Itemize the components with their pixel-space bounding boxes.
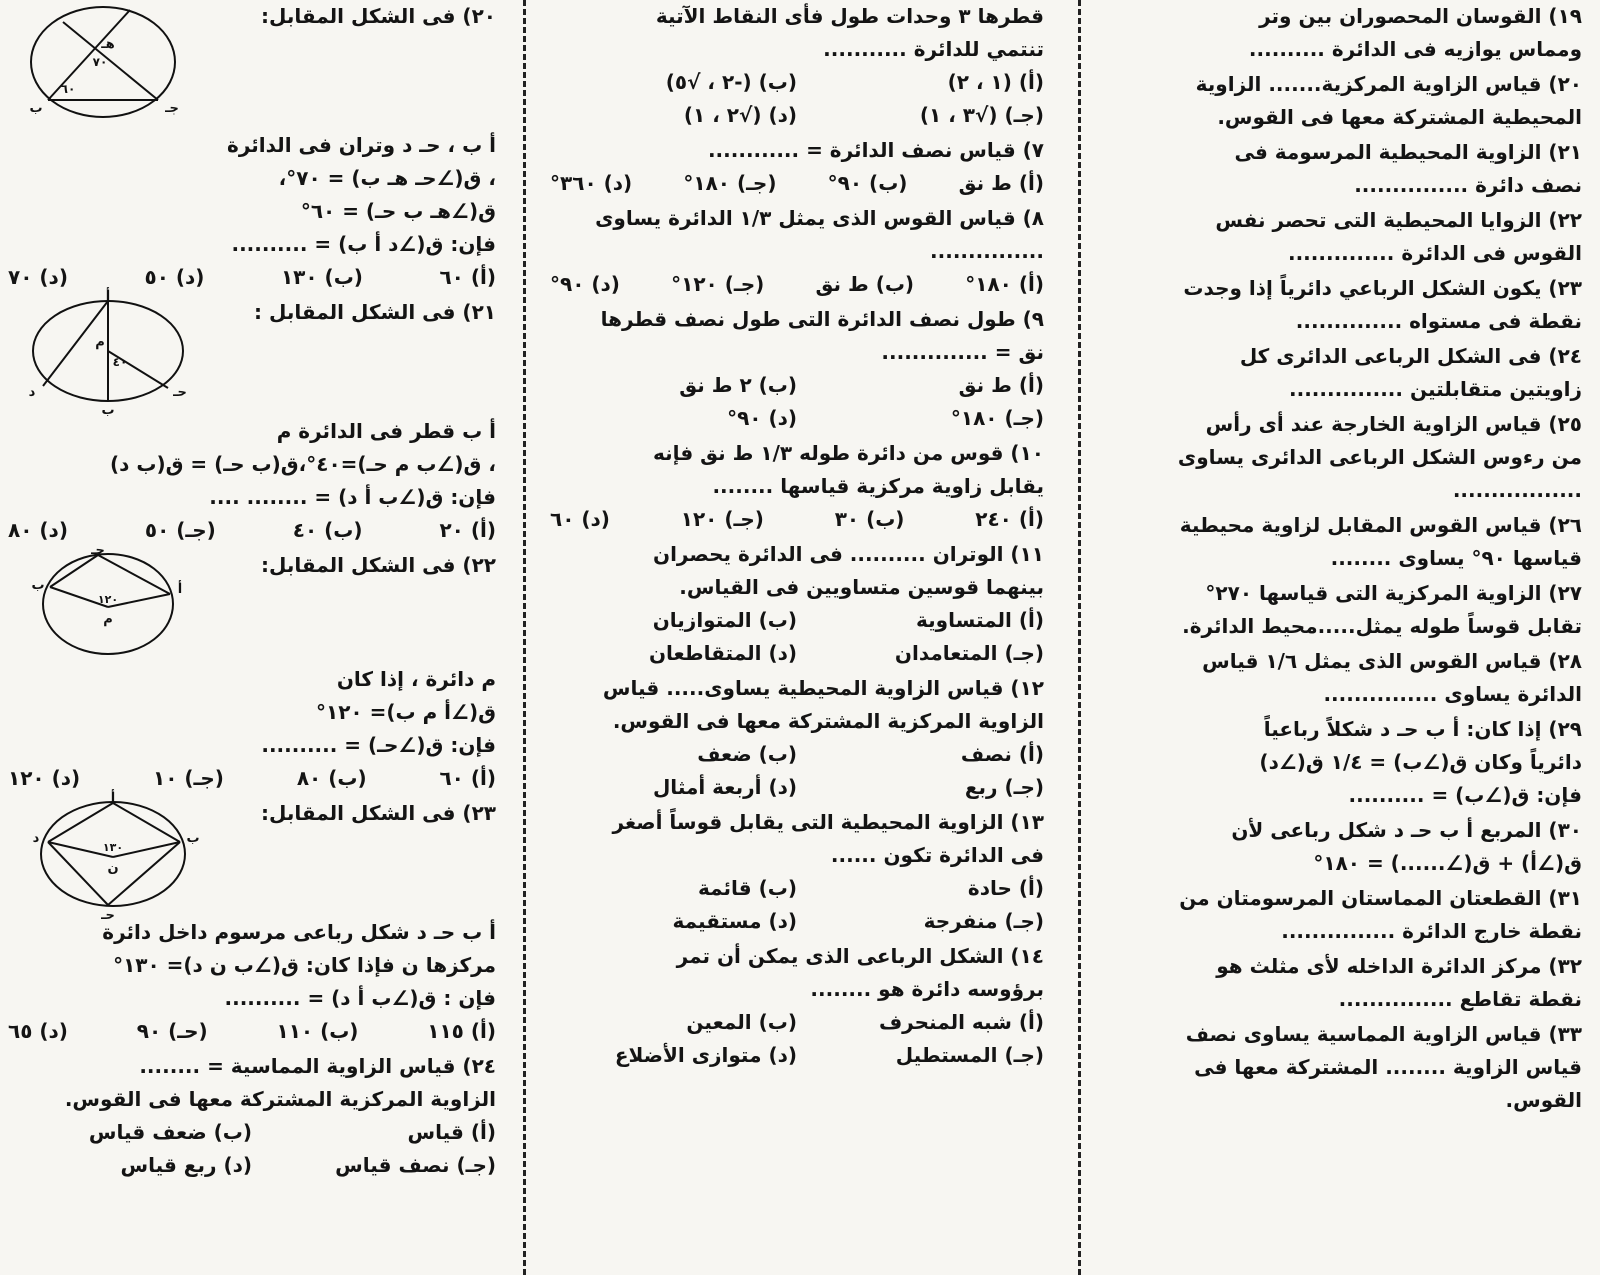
answer-option[interactable]: (ب) ٣٠ (834, 507, 905, 531)
question-line: ٢٢) الزوايا المحيطية التى تحصر نفس (1215, 208, 1582, 232)
question-line: ٣٢) مركز الدائرة الداخله لأى مثلث هو (1216, 954, 1582, 978)
svg-text:ب: ب (186, 831, 200, 846)
answer-option[interactable]: (د) ٨٠ (8, 518, 68, 542)
middle-column (540, 0, 1060, 1275)
question-line: ٧) قياس نصف الدائرة = ............ (707, 138, 1044, 162)
question-item (550, 538, 1044, 670)
question-item (550, 303, 1044, 435)
answer-option[interactable]: (د) ربع قياس (120, 1153, 252, 1177)
answer-option[interactable]: (ب) ٢ ط نق (679, 373, 797, 397)
question-line: ٣٠) المربع أ ب حـ د شكل رباعى لأن (1231, 818, 1582, 842)
question-line: الدائرة يساوى ............... (1323, 682, 1582, 706)
question-item (550, 202, 1044, 301)
question-line: زاويتين متقابلتين ............... (1289, 377, 1582, 401)
question-line: ٢٤) قياس الزاوية المماسية = ........ (139, 1054, 496, 1078)
svg-text:أ: أ (110, 791, 116, 806)
question-item (1102, 882, 1582, 948)
answer-option[interactable]: (جـ) ربع (964, 775, 1044, 799)
svg-text:م: م (103, 612, 113, 627)
column-divider-left (523, 0, 526, 1275)
figure-q22-svg (8, 543, 208, 659)
answer-option[interactable]: (أ) المتساوية (916, 608, 1044, 632)
question-item (550, 437, 1044, 536)
answer-option[interactable]: (جـ) منفرجة (923, 909, 1044, 933)
answer-option[interactable]: (جـ) (√٣ ، ١) (919, 103, 1044, 127)
figure-row (8, 543, 496, 663)
answer-option[interactable]: (جـ) ١٠ (153, 766, 224, 790)
answer-option[interactable]: (جـ) ١٢٠° (671, 272, 765, 296)
question-item (8, 289, 496, 547)
answer-options (8, 1015, 496, 1048)
column-divider-right (1078, 0, 1081, 1275)
svg-text:هـ: هـ (101, 37, 115, 52)
left-column (0, 0, 510, 1275)
answer-option[interactable]: (أ) ١٨٠° (965, 272, 1044, 296)
answer-options (550, 738, 1044, 804)
answer-option[interactable]: (جـ) ١٢٠ (680, 507, 764, 531)
question-item (1102, 136, 1582, 202)
question-line: ١٢) قياس الزاوية المحيطية يساوى..... قياس (602, 676, 1044, 700)
question-line: ٣١) القطعتان المماستان المرسومتان من (1179, 886, 1582, 910)
question-line: نقطة فى مستواه .............. (1295, 309, 1582, 333)
figure-q21-svg (8, 289, 208, 418)
question-line: القوس. (1505, 1088, 1582, 1112)
question-item (8, 791, 496, 1048)
answer-option[interactable]: (د) ١٢٠ (8, 766, 81, 790)
answer-options (550, 167, 1044, 200)
answer-option[interactable]: (أ) ٦٠ (439, 766, 496, 790)
answer-option[interactable]: (د) ٦٠ (550, 507, 610, 531)
question-item (1102, 272, 1582, 338)
question-line: ، ق(∠ب م حـ)=٤٠°،ق(ب حـ) = ق(ب د) (109, 452, 496, 476)
answer-option[interactable]: (د) متوازى الأضلاع (614, 1043, 797, 1067)
question-item (550, 940, 1044, 1072)
svg-text:ب: ب (31, 578, 45, 593)
answer-option[interactable]: (جـ) المستطيل (895, 1043, 1044, 1067)
answer-option[interactable]: (أ) ٦٠ (439, 265, 496, 289)
answer-option[interactable]: (أ) ٢٠ (439, 518, 496, 542)
question-line: ق(∠هـ ب حـ) = ٦٠° (300, 199, 496, 223)
answer-option[interactable]: (حـ) ٩٠ (136, 1019, 208, 1043)
answer-options (550, 369, 1044, 435)
svg-text:٧٠: ٧٠ (92, 55, 108, 69)
svg-text:ب: ب (29, 101, 43, 116)
figure-q22 (8, 543, 208, 663)
answer-option[interactable]: (أ) (١ ، ٢) (947, 70, 1044, 94)
question-line: ١١) الوتران .......... فى الدائرة يحصران (653, 542, 1044, 566)
question-item (1102, 950, 1582, 1016)
question-item (1102, 577, 1582, 643)
answer-option[interactable]: (أ) ط نق (958, 171, 1044, 195)
question-heading: ٢٢) فى الشكل المقابل: (260, 553, 496, 577)
question-line: دائرياً وكان ق(∠ب) = ١/٤ ق(∠د) (1259, 750, 1582, 774)
question-line: أ ب حـ د شكل رباعى مرسوم داخل دائرة (102, 920, 496, 944)
svg-text:حـ: حـ (101, 908, 115, 923)
question-item (8, 0, 496, 294)
question-line: فإن: ق(∠د أ ب) = .......... (231, 232, 496, 256)
answer-option[interactable]: (د) مستقيمة (672, 909, 797, 933)
question-line: ٢٠) قياس الزاوية المركزية....... الزاوية (1195, 72, 1582, 96)
answer-options (550, 604, 1044, 670)
question-line: قياس الزاوية ........ المشتركة معها فى (1194, 1055, 1582, 1079)
answer-option[interactable]: (ب) ١٣٠ (280, 265, 363, 289)
question-line: قطرها ٣ وحدات طول فأى النقاط الآتية (655, 4, 1044, 28)
answer-option[interactable]: (جـ) ٥٠ (144, 518, 216, 542)
answer-option[interactable]: (د) ٥٠ (144, 265, 205, 289)
question-line: ................. (1452, 478, 1582, 502)
question-item (1102, 1018, 1582, 1117)
question-line: ق(∠أ م ب)= ١٢٠° (316, 700, 496, 724)
question-item (1102, 814, 1582, 880)
answer-options (550, 503, 1044, 536)
question-item (550, 672, 1044, 804)
answer-option[interactable]: (أ) قياس (407, 1120, 496, 1144)
answer-option[interactable]: (أ) شبه المنحرف (878, 1010, 1044, 1034)
answer-option[interactable]: (ب) ضعف (697, 742, 797, 766)
answer-option[interactable]: (د) ٩٠° (550, 272, 620, 296)
question-line: نصف دائرة ............... (1354, 173, 1582, 197)
figure-q21 (8, 289, 208, 418)
answer-options (550, 872, 1044, 938)
question-item (8, 543, 496, 795)
question-line: ٢٤) فى الشكل الرباعى الدائرى كل (1239, 344, 1582, 368)
question-line: ٢٣) يكون الشكل الرباعي دائرياً إذا وجدت (1183, 276, 1582, 300)
answer-option[interactable]: (د) ٦٥ (8, 1019, 68, 1043)
svg-text:٤٠: ٤٠ (112, 355, 128, 369)
answer-option[interactable]: (ب) ط نق (815, 272, 915, 296)
question-item (1102, 645, 1582, 711)
svg-text:١٢٠: ١٢٠ (97, 593, 119, 606)
question-line: فإن : ق(∠ب أ د) = .......... (224, 986, 496, 1010)
question-line: ٢٩) إذا كان: أ ب حـ د شكلاً رباعياً (1263, 717, 1582, 741)
question-heading: ٢٣) فى الشكل المقابل: (260, 801, 496, 825)
question-line: ١٤) الشكل الرباعى الذى يمكن أن تمر (676, 944, 1044, 968)
question-line: ق(∠أ) + ق(∠......) = ١٨٠° (1313, 851, 1582, 875)
answer-option[interactable]: (د) ٣٦٠° (550, 171, 633, 195)
question-line: فى الدائرة تكون ...... (830, 843, 1044, 867)
svg-text:د: د (28, 385, 36, 400)
answer-option[interactable]: (أ) نصف (960, 742, 1044, 766)
answer-option[interactable]: (د) ٧٠ (8, 265, 68, 289)
question-line: ، ق(∠حـ هـ ب) = ٧٠°، (278, 166, 496, 190)
question-line: ٢١) الزاوية المحيطية المرسومة فى (1234, 140, 1582, 164)
answer-option[interactable]: (د) المتقاطعان (648, 641, 797, 665)
svg-text:حـ: حـ (173, 385, 187, 400)
question-line: ٩) طول نصف الدائرة التى طول نصف قطرها (600, 307, 1044, 331)
question-line: من رءوس الشكل الرباعى الدائرى يساوى (1177, 445, 1582, 469)
answer-option[interactable]: (ب) ٤٠ (292, 518, 363, 542)
figure-q23-svg (8, 791, 218, 923)
question-line: أ ب قطر فى الدائرة م (276, 419, 496, 443)
question-item (1102, 408, 1582, 507)
answer-option[interactable]: (ب) ضعف قياس (88, 1120, 252, 1144)
question-line: نقطة خارج الدائرة ............... (1281, 919, 1582, 943)
question-item (1102, 340, 1582, 406)
question-line: يقابل زاوية مركزية قياسها ........ (712, 474, 1044, 498)
question-line: الزاوية المركزية المشتركة معها فى القوس. (64, 1087, 496, 1111)
question-line: برؤوسه دائرة هو ........ (810, 977, 1044, 1001)
answer-option[interactable]: (ب) ٩٠° (827, 171, 908, 195)
question-line: الزاوية المركزية المشتركة معها فى القوس. (612, 709, 1044, 733)
question-line: ١٠) قوس من دائرة طوله ١/٣ ط نق فإنه (652, 441, 1044, 465)
question-line: مركزها ن فإذا كان: ق(∠ب ن د)= ١٣٠° (113, 953, 496, 977)
question-item (550, 806, 1044, 938)
answer-options (8, 514, 496, 547)
question-line: بينهما قوسين متساويين فى القياس. (679, 575, 1044, 599)
answer-option[interactable]: (د) ٩٠° (727, 406, 797, 430)
answer-option[interactable]: (أ) ٢٤٠ (975, 507, 1044, 531)
question-line: فإن: ق(∠ب أ د) = ........ .... (209, 485, 496, 509)
question-line: ٢٥) قياس الزاوية الخارجة عند أى رأس (1205, 412, 1582, 436)
question-item (1102, 0, 1582, 66)
svg-text:ن: ن (107, 861, 119, 876)
svg-text:م: م (95, 335, 105, 350)
answer-option[interactable]: (ب) قائمة (698, 876, 797, 900)
question-line: قياسها ٩٠° يساوى ........ (1330, 546, 1582, 570)
answer-option[interactable]: (ب) المعين (686, 1010, 797, 1034)
answer-option[interactable]: (جـ) ١٨٠° (683, 171, 777, 195)
answer-options (550, 268, 1044, 301)
answer-option[interactable]: (جـ) المتعامدان (894, 641, 1044, 665)
question-line: ٢٨) قياس القوس الذى يمثل ١/٦ قياس (1202, 649, 1582, 673)
svg-text:ب: ب (101, 403, 115, 418)
question-line: ١٩) القوسان المحصوران بين وتر (1259, 4, 1582, 28)
question-item (1102, 204, 1582, 270)
question-item (1102, 509, 1582, 575)
svg-text:أ: أ (177, 582, 183, 597)
svg-text:د: د (32, 831, 40, 846)
question-line: ٣٣) قياس الزاوية المماسية يساوى نصف (1185, 1022, 1582, 1046)
question-line: تقابل قوساً طوله يمثل.....محيط الدائرة. (1182, 614, 1582, 638)
answer-option[interactable]: (جـ) ١٨٠° (950, 406, 1044, 430)
question-line: ٨) قياس القوس الذى يمثل ١/٣ الدائرة يساوى (595, 206, 1044, 230)
answer-option[interactable]: (د) (√٢ ، ١) (683, 103, 797, 127)
svg-text:جـ: جـ (165, 101, 179, 116)
question-line: المحيطية المشتركة معها فى القوس. (1217, 105, 1582, 129)
right-column (1092, 0, 1600, 1275)
question-line: نقطة تقاطع ............... (1338, 987, 1582, 1011)
question-item (1102, 68, 1582, 134)
figure-q23 (8, 791, 218, 923)
question-item (1102, 713, 1582, 812)
question-heading: ٢١) فى الشكل المقابل : (254, 300, 496, 324)
svg-text:١٣٠: ١٣٠ (102, 841, 124, 854)
answer-option[interactable]: (أ) ط نق (958, 373, 1044, 397)
question-line: ومماس يوازيه فى الدائرة .......... (1248, 37, 1582, 61)
answer-options (550, 1006, 1044, 1072)
question-line: فإن: ق(∠حـ) = .......... (261, 733, 496, 757)
figure-q20 (8, 0, 198, 129)
figure-row (8, 289, 496, 418)
svg-text:أ: أ (105, 289, 111, 304)
answer-options (8, 762, 496, 795)
answer-option[interactable]: (أ) حادة (967, 876, 1044, 900)
figure-row (8, 791, 496, 923)
answer-options (8, 1116, 496, 1182)
answer-option[interactable]: (ب) المتوازيان (652, 608, 797, 632)
figure-q20-svg (8, 0, 198, 125)
question-line: ٢٧) الزاوية المركزية التى قياسها ٢٧٠° (1205, 581, 1582, 605)
answer-options (8, 261, 496, 294)
question-heading: ٢٠) فى الشكل المقابل: (260, 4, 496, 28)
question-item (550, 134, 1044, 200)
answer-option[interactable]: (د) أربعة أمثال (652, 775, 797, 799)
answer-option[interactable]: (ب) (-٢ ، √٥) (665, 70, 797, 94)
question-line: نق = .............. (881, 340, 1044, 364)
svg-text:٦٠: ٦٠ (60, 82, 76, 96)
answer-option[interactable]: (أ) ١١٥ (427, 1019, 496, 1043)
svg-text:حـ: حـ (91, 543, 105, 558)
question-line: القوس فى الدائرة .............. (1287, 241, 1582, 265)
answer-option[interactable]: (ب) ١١٠ (276, 1019, 359, 1043)
question-line: فإن: ق(∠ب) = .......... (1348, 783, 1582, 807)
question-line: أ ب ، حـ د وتران فى الدائرة (227, 133, 496, 157)
question-line: ............... (930, 239, 1044, 263)
question-item (550, 0, 1044, 132)
figure-row (8, 0, 496, 129)
answer-options (550, 66, 1044, 132)
question-line: ٢٦) قياس القوس المقابل لزاوية محيطية (1179, 513, 1582, 537)
question-line: تنتمي للدائرة ........... (823, 37, 1044, 61)
question-line: م دائرة ، إذا كان (336, 667, 496, 691)
answer-option[interactable]: (ب) ٨٠ (296, 766, 367, 790)
question-item (8, 1050, 496, 1182)
answer-option[interactable]: (جـ) نصف قياس (335, 1153, 496, 1177)
question-line: ١٣) الزاوية المحيطية التى يقابل قوساً أصغر (612, 810, 1044, 834)
